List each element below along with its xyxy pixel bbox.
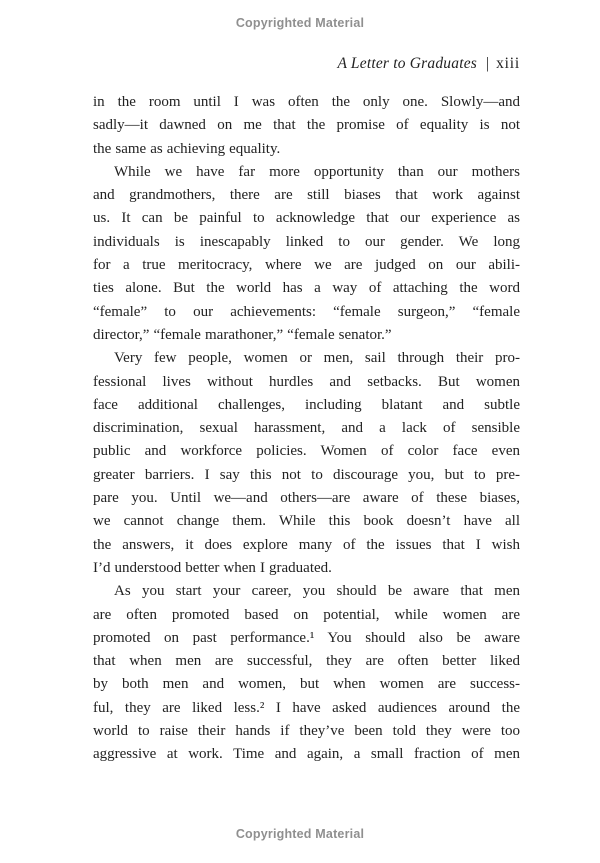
text-line: public and workforce policies. Women of color face even xyxy=(93,443,520,460)
text-line: world to raise their hands if they’ve been told they were too xyxy=(93,723,520,740)
text-line: we cannot change them. While this book doesn’t have all xyxy=(93,513,520,530)
text-line: that when men are successful, they are often better liked xyxy=(93,653,520,670)
text-line: us. It can be painful to acknowledge that our experience as xyxy=(93,210,520,227)
text-line: and grandmothers, there are still biases that work against xyxy=(93,187,520,204)
text-line: As you start your career, you should be aware that men xyxy=(114,583,520,600)
text-line: “female” to our achievements: “female surgeon,” “female xyxy=(93,303,520,320)
text-line: greater barriers. I say this not to discourage you, but to pre- xyxy=(93,466,520,483)
text-line: Very few people, women or men, sail through their pro- xyxy=(114,350,520,367)
text-line: in the room until I was often the only one. Slowly—and xyxy=(93,94,520,110)
paragraph xyxy=(93,161,520,347)
text-line: I’d understood better when I graduated. xyxy=(93,559,332,576)
text-line: discrimination, sexual harassment, and a lack of sensible xyxy=(93,420,520,437)
running-header xyxy=(93,55,520,73)
page-number: xiii xyxy=(496,55,520,72)
text-line: face additional challenges, including blatant and subtle xyxy=(93,396,520,413)
text-line: the same as achieving equality. xyxy=(93,140,281,157)
text-line: the answers, it does explore many of the issues that I wish xyxy=(93,536,520,553)
text-line: pare you. Until we—and others—are aware of these biases, xyxy=(93,490,520,507)
body-text xyxy=(93,91,520,767)
chapter-title: A Letter to Graduates xyxy=(337,55,478,72)
text-line: ties alone. But the world has a way of attaching the word xyxy=(93,280,520,297)
text-line: ful, they are liked less.² I have asked audiences around the xyxy=(93,699,520,716)
text-line: individuals is inescapably linked to our gender. We long xyxy=(93,233,520,250)
text-line: director,” “female marathoner,” “female senator.” xyxy=(93,326,392,343)
text-line: promoted on past performance.¹ You should also be aware xyxy=(93,629,520,646)
text-line: While we have far more opportunity than our mothers xyxy=(114,163,520,180)
paragraph xyxy=(93,580,520,766)
text-line: fessional lives without hurdles and setbacks. But women xyxy=(93,373,520,390)
text-line: sadly—it dawned on me that the promise of equality is not xyxy=(93,117,520,134)
text-line: by both men and women, but when women are success- xyxy=(93,676,520,693)
text-line: for a true meritocracy, where we are judged on our abili- xyxy=(93,257,520,274)
header-separator: | xyxy=(486,55,490,72)
paragraph xyxy=(93,91,520,161)
text-line: aggressive at work. Time and again, a small fraction of men xyxy=(93,746,520,763)
copyright-notice-top: Copyrighted Material xyxy=(235,16,365,30)
text-line: are often promoted based on potential, while women are xyxy=(93,606,520,623)
copyright-notice-bottom: Copyrighted Material xyxy=(235,827,365,841)
paragraph xyxy=(93,347,520,580)
